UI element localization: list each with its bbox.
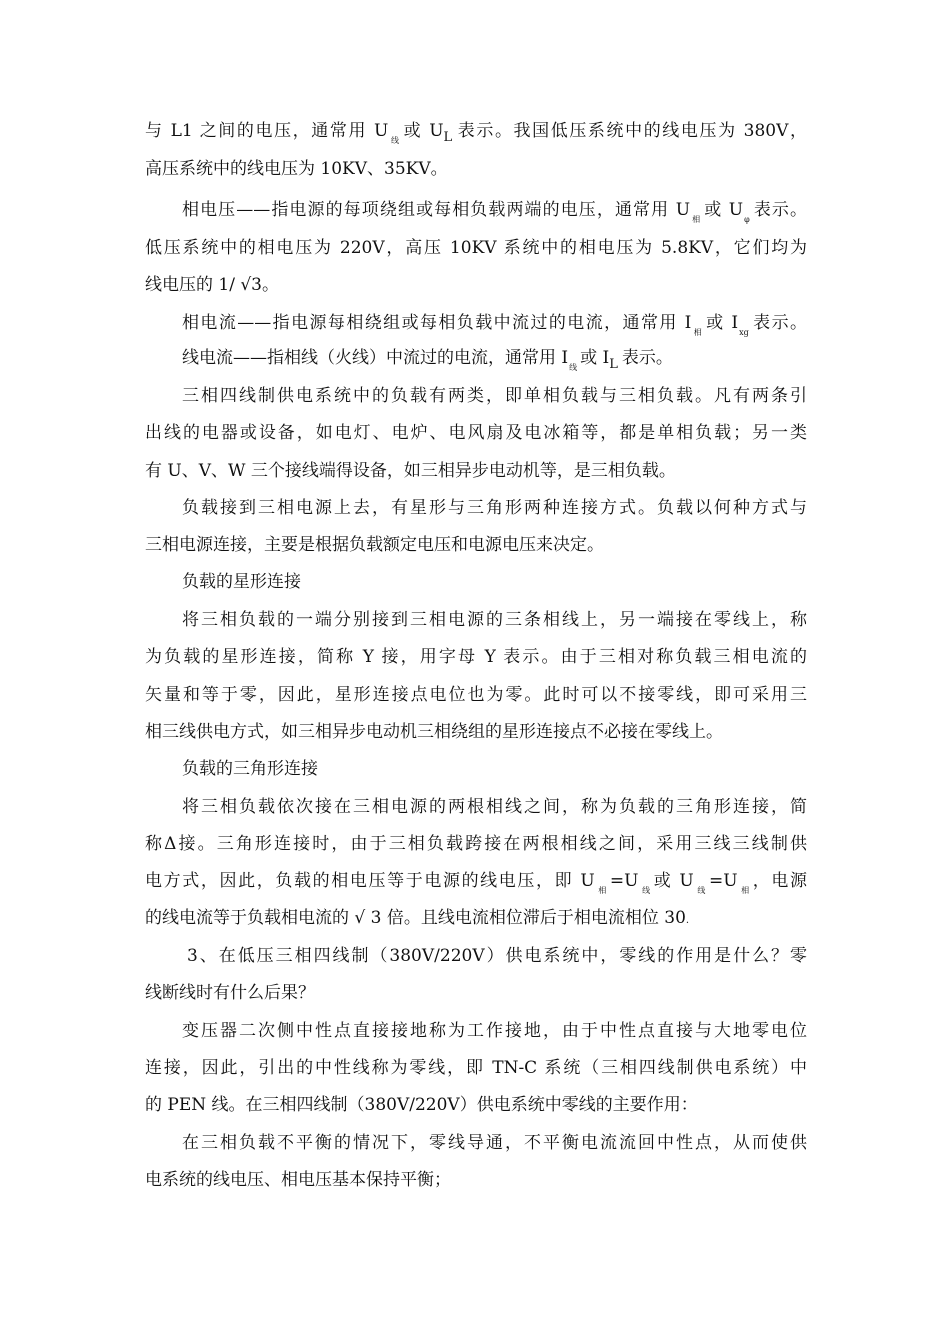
text-line: 连接，因此，引出的中性线称为零线，即 TN-C 系统（三相四线制供电系统）中 <box>145 1058 807 1078</box>
text-line: 线电流——指相线（火线）中流过的电流，通常用 $I_线$ 或 $I_L$ 表示。 <box>182 348 673 372</box>
text-line: 低压系统中的相电压为 220V，高压 10KV 系统中的相电压为 5.8KV，它们均为 <box>145 238 807 258</box>
text-line: 称Δ接。三角形连接时，由于三相负载跨接在两根相线之间，采用三线三线制供 <box>145 834 807 854</box>
text-line: 将三相负载依次接在三相电源的两根相线之间，称为负载的三角形连接，简 <box>182 797 807 817</box>
question-line: 线断线时有什么后果？ <box>145 983 315 1003</box>
text-line: 三相四线制供电系统中的负载有两类，即单相负载与三相负载。凡有两条引 <box>182 386 807 406</box>
text-line: 相电压——指电源的每项绕组或每相负载两端的电压，通常用 $U_相$ 或 $U_\varphi$ 表示。 <box>182 200 808 224</box>
text-line: 电系统的线电压、相电压基本保持平衡； <box>145 1170 451 1190</box>
text-line: 相电流——指电源每相绕组或每相负载中流过的电流，通常用 $I_相$ 或 $I_{xg}$ 表示。 <box>182 313 808 337</box>
text-line: 相三线供电方式，如三相异步电动机三相绕组的星形连接点不必接在零线上。 <box>145 722 723 742</box>
section-heading: 负载的三角形连接 <box>182 759 318 779</box>
text-line: 有 U、V、W 三个接线端得设备，如三相异步电动机等，是三相负载。 <box>145 461 676 481</box>
text-line: 电方式，因此，负载的相电压等于电源的线电压，即 U $_相$ =U $_线$ 或 U $_线$ =U $_相$ ，电源 <box>145 871 808 895</box>
question-line: 3、在低压三相四线制（380V/220V）供电系统中，零线的作用是什么？零 <box>187 946 807 966</box>
text-line: 矢量和等于零，因此，星形连接点电位也为零。此时可以不接零线，即可采用三 <box>145 685 807 705</box>
text-line: 将三相负载的一端分别接到三相电源的三条相线上，另一端接在零线上，称 <box>182 610 807 630</box>
text-line: 三相电源连接，主要是根据负载额定电压和电源电压来决定。 <box>145 535 604 555</box>
text-line: 与 L1 之间的电压，通常用 $U_线$ 或 $U_L$ 表示。我国低压系统中的线电压为 380V， <box>145 121 807 145</box>
text-line: 在三相负载不平衡的情况下，零线导通，不平衡电流流回中性点，从而使供 <box>182 1133 807 1153</box>
section-heading: 负载的星形连接 <box>182 572 301 592</box>
text-line: 的 PEN 线。在三相四线制（380V/220V）供电系统中零线的主要作用： <box>145 1095 698 1115</box>
text-line: 为负载的星形连接，简称 Y 接，用字母 Y 表示。由于三相对称负载三相电流的 <box>145 647 807 667</box>
text-line: 变压器二次侧中性点直接接地称为工作接地，由于中性点直接与大地零电位 <box>182 1021 807 1041</box>
text-line: 负载接到三相电源上去，有星形与三角形两种连接方式。负载以何种方式与 <box>182 498 807 518</box>
text-line: 高压系统中的线电压为 10KV、35KV。 <box>145 159 448 179</box>
text-line: 的线电流等于负载相电流的 √ 3 倍。且线电流相位滞后于相电流相位 30. <box>145 908 690 928</box>
text-line: 线电压的 1/ √3。 <box>145 275 279 295</box>
text-line: 出线的电器或设备，如电灯、电炉、电风扇及电冰箱等，都是单相负载；另一类 <box>145 423 807 443</box>
